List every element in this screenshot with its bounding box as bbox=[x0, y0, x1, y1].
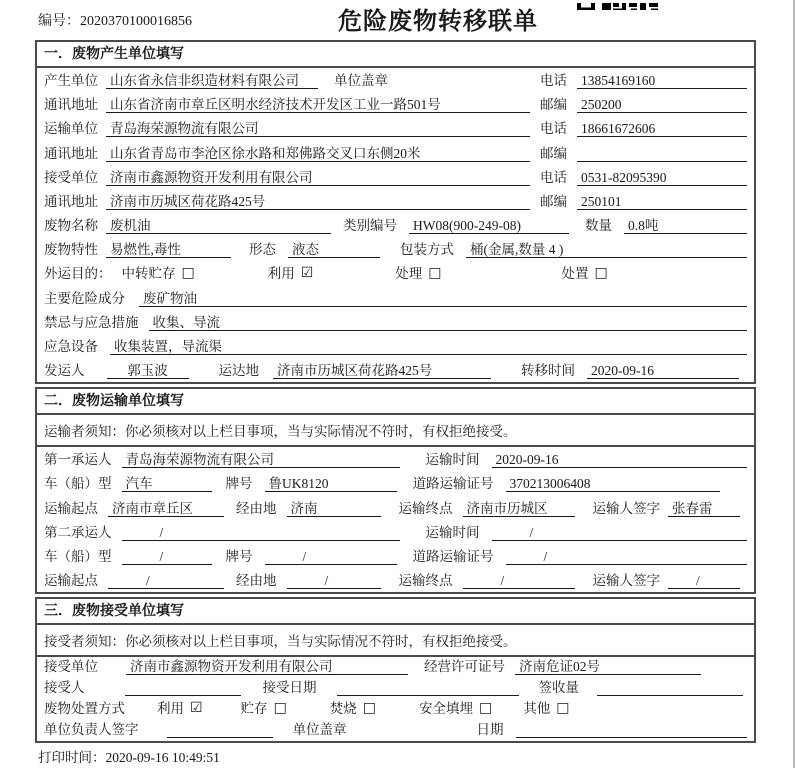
second-road-permit-value: / bbox=[506, 548, 748, 565]
acceptor-row bbox=[44, 678, 747, 699]
transporter-zip-value bbox=[577, 145, 747, 162]
producer-phone-value: 13854169160 bbox=[577, 72, 747, 89]
packing-value: 桶(金属,数量 4 ) bbox=[466, 241, 747, 258]
disposal-method-row bbox=[44, 699, 747, 720]
accept-unit-row bbox=[44, 657, 747, 678]
purpose-utilize-checkbox: ☑ bbox=[300, 265, 314, 282]
form-section-transporter bbox=[35, 387, 756, 594]
section3-rows bbox=[37, 657, 754, 741]
second-route-end-label: 运输终点 bbox=[398, 573, 453, 589]
emergency-equipment-value: 收集装置，导流渠 bbox=[110, 338, 747, 355]
producer-zip-value: 250200 bbox=[577, 96, 747, 113]
transfer-time-value: 2020-09-16 bbox=[587, 362, 739, 379]
disposal-other-checkbox: □ bbox=[556, 700, 570, 716]
disposal-storage-checkbox: □ bbox=[273, 700, 287, 716]
producer-address-row bbox=[44, 92, 747, 116]
second-carrier-row bbox=[44, 520, 747, 544]
waste-name-value: 废机油 bbox=[106, 217, 331, 234]
packing-label: 包装方式 bbox=[400, 242, 454, 258]
purpose-option-transit-storage bbox=[122, 265, 195, 282]
second-vehicle-type-label: 车（船）型 bbox=[44, 548, 112, 564]
transporter-phone-label: 电话 bbox=[540, 121, 567, 137]
waste-name-label: 废物名称 bbox=[44, 218, 98, 234]
first-carrier-value: 青岛海荣源物流有限公司 bbox=[122, 451, 400, 468]
first-route-via-label: 经由地 bbox=[236, 500, 277, 516]
dispatch-row bbox=[44, 358, 747, 382]
print-time-label: 打印时间： bbox=[38, 750, 106, 765]
disposal-incinerate-label: 焚烧 bbox=[329, 701, 357, 716]
waste-qty-value: 0.8吨 bbox=[624, 217, 747, 234]
disposal-option-landfill bbox=[419, 700, 492, 717]
disposal-option-incinerate bbox=[330, 700, 376, 717]
receiver-address-value: 济南市历城区荷花路425号 bbox=[106, 193, 530, 210]
disposal-utilize-label: 利用 bbox=[157, 701, 184, 716]
first-vehicle-type-value: 汽车 bbox=[122, 475, 212, 492]
disposal-landfill-label: 安全填埋 bbox=[419, 701, 474, 716]
second-vehicle-row bbox=[44, 544, 747, 568]
destination-value: 济南市历城区荷花路425号 bbox=[273, 362, 491, 379]
disposal-option-other bbox=[523, 700, 569, 717]
receiver-address-row bbox=[44, 189, 747, 213]
section1-rows bbox=[37, 68, 754, 382]
second-vehicle-type-value: / bbox=[122, 548, 212, 565]
waste-traits-row bbox=[44, 237, 747, 261]
window-edge-divider bbox=[793, 0, 795, 768]
disposal-utilize-checkbox: ☑ bbox=[190, 700, 203, 716]
first-vehicle-row bbox=[44, 471, 747, 495]
purpose-option-treat bbox=[395, 265, 441, 282]
transporter-notice: 运输者须知：你必须核对以上栏目事项，当与实际情况不符时，有权拒绝接受。 bbox=[37, 415, 754, 447]
waste-form-label: 形态 bbox=[249, 242, 276, 258]
document-number-label: 编号： bbox=[38, 14, 80, 29]
purpose-option-utilize bbox=[268, 265, 314, 282]
waste-category-value: HW08(900-249-08) bbox=[409, 217, 569, 234]
receiver-phone-value: 0531-82095390 bbox=[577, 169, 747, 186]
hazard-components-label: 主要危险成分 bbox=[44, 290, 125, 306]
purpose-treat-label: 处理 bbox=[395, 266, 423, 282]
transporter-phone-value: 18661672606 bbox=[577, 120, 747, 137]
disposal-other-label: 其他 bbox=[523, 701, 551, 716]
disposal-storage-label: 贮存 bbox=[240, 701, 268, 716]
transporter-unit-label: 运输单位 bbox=[44, 121, 98, 137]
sign-date-label: 日期 bbox=[476, 722, 504, 737]
second-road-permit-label: 道路运输证号 bbox=[412, 548, 494, 564]
first-route-start-value: 济南市章丘区 bbox=[108, 500, 224, 517]
responsible-signature-row bbox=[44, 720, 747, 741]
receiver-zip-label: 邮编 bbox=[540, 193, 567, 209]
producer-unit-value: 山东省永信非织造材料有限公司 bbox=[106, 72, 318, 89]
license-label: 经营许可证号 bbox=[424, 659, 505, 674]
producer-address-value: 山东省济南市章丘区明水经济技术开发区工业一路501号 bbox=[106, 96, 530, 113]
form-section-receiver bbox=[35, 597, 756, 743]
first-route-start-label: 运输起点 bbox=[44, 500, 98, 516]
first-transporter-sign-label: 运输人签字 bbox=[592, 500, 660, 516]
second-route-start-value: / bbox=[108, 572, 224, 589]
purpose-option-dispose bbox=[562, 265, 608, 282]
second-route-row bbox=[44, 568, 747, 592]
disposal-incinerate-checkbox: □ bbox=[362, 700, 377, 716]
unit-seal-label-2: 单位盖章 bbox=[292, 722, 347, 737]
emergency-equipment-row bbox=[44, 334, 747, 358]
producer-address-label: 通讯地址 bbox=[44, 97, 98, 113]
qr-code-icon bbox=[577, 0, 661, 10]
responsible-signature-label: 单位负责人签字 bbox=[44, 722, 139, 737]
producer-unit-row bbox=[44, 68, 747, 92]
disposal-option-utilize bbox=[157, 700, 203, 717]
signed-qty-label: 签收量 bbox=[538, 680, 579, 695]
first-carrier-label: 第一承运人 bbox=[44, 452, 112, 468]
first-route-end-label: 运输终点 bbox=[398, 500, 453, 516]
first-plate-label: 牌号 bbox=[225, 476, 253, 492]
dispatcher-value: 郭玉波 bbox=[107, 362, 189, 379]
second-route-end-value: / bbox=[463, 572, 575, 589]
waste-traits-label: 废物特性 bbox=[44, 242, 98, 258]
hazard-components-value: 废矿物油 bbox=[139, 290, 747, 307]
responsible-signature-value bbox=[167, 721, 273, 738]
waste-qty-label: 数量 bbox=[585, 218, 612, 234]
first-transporter-sign-value: 张春雷 bbox=[668, 500, 740, 517]
receiver-phone-label: 电话 bbox=[540, 169, 567, 185]
second-route-start-label: 运输起点 bbox=[44, 573, 98, 589]
receiver-unit-value: 济南市鑫源物资开发利用有限公司 bbox=[106, 169, 530, 186]
first-transport-time-value: 2020-09-16 bbox=[492, 451, 748, 468]
form-section-producer bbox=[35, 40, 756, 384]
hazard-components-row bbox=[44, 285, 747, 309]
disposal-landfill-checkbox: □ bbox=[479, 700, 493, 716]
transporter-unit-value: 青岛海荣源物流有限公司 bbox=[106, 120, 530, 137]
second-carrier-value: / bbox=[122, 524, 400, 541]
first-route-via-value: 济南 bbox=[287, 500, 381, 517]
accept-date-label: 接受日期 bbox=[262, 680, 317, 695]
destination-label: 运达地 bbox=[218, 363, 259, 379]
producer-unit-label: 产生单位 bbox=[44, 73, 98, 89]
dispatcher-label: 发运人 bbox=[44, 363, 85, 379]
producer-zip-label: 邮编 bbox=[540, 97, 567, 113]
transfer-purpose-label: 外运目的： bbox=[44, 266, 112, 282]
second-transporter-sign-value: / bbox=[668, 572, 740, 589]
accept-date-value bbox=[337, 679, 519, 696]
signed-qty-value bbox=[597, 679, 743, 696]
taboo-measures-row bbox=[44, 310, 747, 334]
first-carrier-row bbox=[44, 447, 747, 471]
unit-seal-label: 单位盖章 bbox=[334, 73, 388, 89]
receiver-address-label: 通讯地址 bbox=[44, 193, 98, 209]
transporter-address-label: 通讯地址 bbox=[44, 145, 98, 161]
second-transporter-sign-label: 运输人签字 bbox=[592, 573, 660, 589]
second-plate-value: / bbox=[265, 548, 397, 565]
first-plate-value: 鲁UK8120 bbox=[265, 475, 397, 492]
waste-category-label: 类别编号 bbox=[343, 218, 397, 234]
first-road-permit-value: 370213006408 bbox=[506, 475, 720, 492]
producer-phone-label: 电话 bbox=[540, 73, 567, 89]
acceptor-value bbox=[125, 679, 241, 696]
second-route-via-label: 经由地 bbox=[236, 573, 277, 589]
disposal-method-label: 废物处置方式 bbox=[44, 701, 125, 716]
purpose-dispose-checkbox: □ bbox=[594, 265, 608, 282]
transporter-address-value: 山东省青岛市李沧区徐水路和郑佛路交叉口东侧20米 bbox=[106, 145, 530, 162]
print-time-value: 2020-09-16 10:49:51 bbox=[105, 750, 220, 765]
transfer-purpose-row bbox=[44, 261, 747, 285]
waste-traits-value: 易燃性,毒性 bbox=[106, 241, 231, 258]
accept-unit-value: 济南市鑫源物资开发利用有限公司 bbox=[126, 658, 408, 675]
second-transport-time-value: / bbox=[492, 524, 748, 541]
accept-unit-label: 接受单位 bbox=[44, 659, 98, 674]
section3-header: 三．废物接受单位填写 bbox=[37, 599, 754, 625]
first-route-row bbox=[44, 495, 747, 519]
transfer-time-label: 转移时间 bbox=[521, 363, 575, 379]
receiver-zip-value: 250101 bbox=[577, 193, 747, 210]
purpose-treat-checkbox: □ bbox=[428, 265, 442, 282]
receiver-unit-row bbox=[44, 165, 747, 189]
taboo-measures-label: 禁忌与应急措施 bbox=[44, 314, 139, 330]
print-time bbox=[38, 746, 220, 766]
second-plate-label: 牌号 bbox=[225, 548, 253, 564]
acceptor-label: 接受人 bbox=[44, 680, 85, 695]
waste-name-row bbox=[44, 213, 747, 237]
taboo-measures-value: 收集、导流 bbox=[149, 314, 748, 331]
second-route-via-value: / bbox=[287, 572, 381, 589]
transporter-address-row bbox=[44, 140, 747, 164]
second-carrier-label: 第二承运人 bbox=[44, 524, 112, 540]
receiver-notice: 接受者须知：你必须核对以上栏目事项，当与实际情况不符时，有权拒绝接受。 bbox=[37, 625, 754, 657]
license-value: 济南危证02号 bbox=[515, 658, 701, 675]
first-route-end-value: 济南市历城区 bbox=[463, 500, 575, 517]
transporter-zip-label: 邮编 bbox=[540, 145, 567, 161]
first-transport-time-label: 运输时间 bbox=[425, 452, 480, 468]
waste-form-value: 液态 bbox=[288, 241, 380, 258]
transporter-unit-row bbox=[44, 116, 747, 140]
section2-header: 二．废物运输单位填写 bbox=[37, 389, 754, 415]
sign-date-value bbox=[516, 721, 748, 738]
section2-rows bbox=[37, 447, 754, 592]
purpose-transit-storage-label: 中转贮存 bbox=[121, 266, 176, 282]
second-transport-time-label: 运输时间 bbox=[425, 524, 480, 540]
document-number-value: 2020370100016856 bbox=[80, 14, 192, 29]
section1-header: 一．废物产生单位填写 bbox=[37, 42, 754, 68]
first-road-permit-label: 道路运输证号 bbox=[412, 476, 494, 492]
disposal-option-storage bbox=[241, 700, 287, 717]
purpose-utilize-label: 利用 bbox=[267, 266, 295, 282]
page-title: 危险废物转移联单 bbox=[338, 9, 538, 35]
first-vehicle-type-label: 车（船）型 bbox=[44, 476, 112, 492]
receiver-unit-label: 接受单位 bbox=[44, 169, 98, 185]
emergency-equipment-label: 应急设备 bbox=[44, 338, 98, 354]
purpose-transit-storage-checkbox: □ bbox=[181, 265, 195, 282]
purpose-dispose-label: 处置 bbox=[561, 266, 589, 282]
